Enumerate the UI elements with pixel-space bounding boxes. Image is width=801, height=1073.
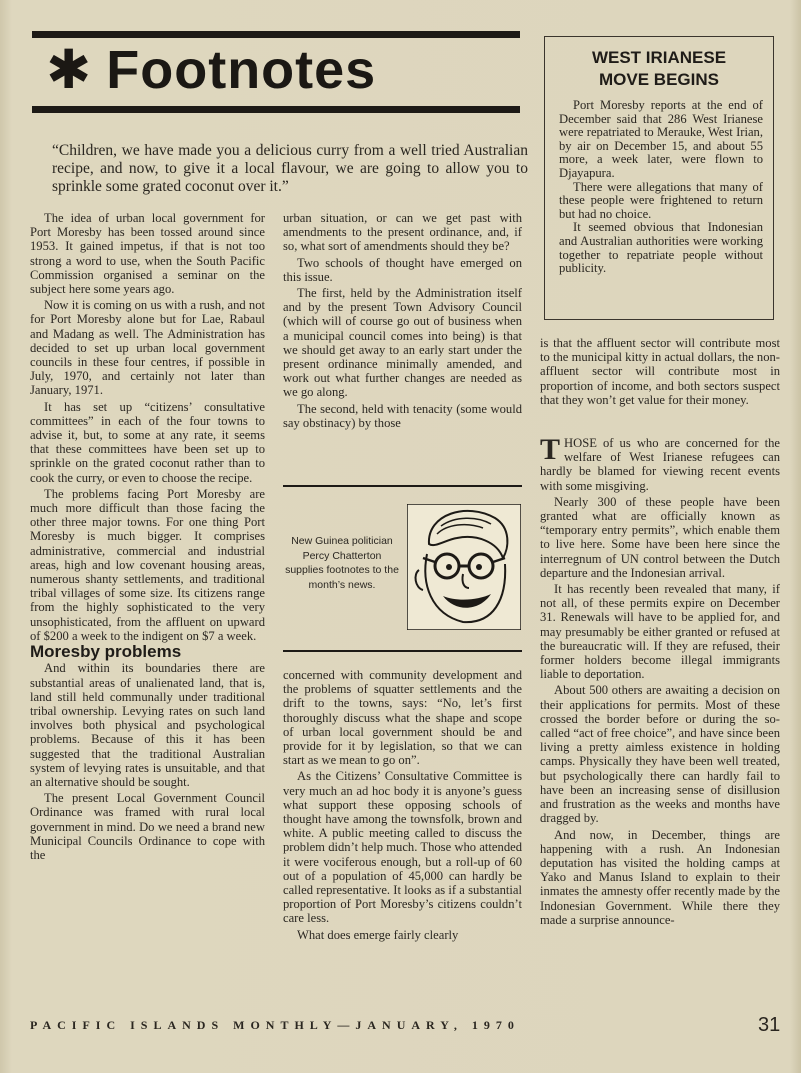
column-1 <box>30 211 265 864</box>
article-paragraph: The present Local Government Council Ordinance was framed with rural local government in mind. Do we need a brand new Municipal Councils Ordinance to cope with the <box>30 791 265 862</box>
portrait-caricature-icon <box>407 504 521 630</box>
sidebar-paragraph: Port Moresby reports at the end of December said that 286 West Irianese were repatriated to Merauke, West Irian, by air on December 15, and about 55 more, a week later, were flown to Djayapura. <box>559 98 763 180</box>
article-paragraph: The first, held by the Administration itself and by the present Town Advisory Council (which will of course go out of business when a municipal council comes into being) is that we should get away to an early start under the present ordinance minimally amended, and work out what further changes are needed as we go along. <box>283 286 522 400</box>
portrait-caption-block <box>283 506 523 630</box>
article-paragraph: It has set up “citizens’ consultative committees” in each of the four towns to advise it, but, to some at any rate, it seems that these committees have been set up to sprinkle on the grated coconut rather than to cook the curry, or even to choose the recipe. <box>30 399 265 485</box>
page-number: 31 <box>758 1014 781 1036</box>
article-paragraph: The problems facing Port Moresby are much more difficult than those facing the other three major towns. For one thing Port Moresby is much bigger. It comprises administrative, commercial and industrial areas, high and low covenant housing areas, numerous shanty settlements, and traditional tribal villages of some size. Its citizens range from the highly sophisticated to the very unsophisticated, from the affluent on upward of $200 a week to the indigent on $7 a week. <box>30 486 265 643</box>
dropcap-letter: T <box>540 433 561 467</box>
asterisk-icon: ✱ <box>46 40 93 100</box>
column-2-top <box>283 211 522 432</box>
opening-quote: “Children, we have made you a delicious curry from a well tried Australian recipe, and now, to give it a local flavour, we are going to allow you to sprinkle some grated coconut over it.” <box>52 142 528 195</box>
header-top-rule <box>32 31 520 38</box>
article-paragraph: About 500 others are awaiting a decision on their applications for permits. Most of these crossed the border before or during the so-called “act of free choice”, and have since been living a pretty aimless existence in holding camps. Physically they have been well treated, but psychologically there can hardly fail to have been an increasing sense of disillusion and frustration as the weeks and months have dragged by. <box>540 683 780 826</box>
article-paragraph: What does emerge fairly clearly <box>297 927 459 942</box>
article-paragraph: And now, in December, things are happening with a rush. An Indonesian deputation has visited the holding camps at Yako and Manus Island to explain to their inmates the amnesty offer recently made by the Indonesian Government. While there they made a surprise announce- <box>540 827 780 927</box>
article-paragraph: Nearly 300 of these people have been granted what are officially known as “temporary entry permits”, which enable them to live here. Some have been here since the interregnum of UN control between the Dutch departure and the Indonesian arrival. <box>540 494 780 580</box>
dropcap-text: HOSE of us who are concerned for the welfare of West Irianese refugees can hardly be blamed for viewing recent events with some misgiving. <box>540 436 780 493</box>
sidebar-body <box>559 99 763 276</box>
dropcap-paragraph <box>540 433 780 493</box>
portrait-caption: New Guinea politician Percy Chatterton supplies footnotes to the month’s news. <box>285 535 399 591</box>
article-paragraph: As the Citizens’ Consultative Committee is very much an ad hoc body it is anyone’s guess what support these opposing schools of thought have among the townsfolk, brown and white. A public meeting called to discuss the problem didn’t help much. Those who attended it were vociferous enough, but a roll-up of 60 out of a population of 45,000 can hardly be called representative. It looks as if a substantial proportion of Port Moresby’s citizens couldn’t care less. <box>283 769 522 926</box>
article-paragraph: It has recently been revealed that many, if not all, of these permits expire on December 31. Renewals will have to be applied for, and may presumably be either granted or refused at the bureaucratic will. If they are refused, their former holders become illegal immigrants liable to deportation. <box>540 582 780 682</box>
caption-bottom-rule <box>283 650 522 652</box>
article-paragraph: And within its boundaries there are substantial areas of unalienated land, that is, land still held communally under traditional tribal ownership. Levying rates on such land involves both physical and psychological problems. Because of this it has been suggested that the traditional Australian system of levying rates is unsuitable, and that an alternative should be sought. <box>30 661 265 789</box>
article-paragraph: The second, held with tenacity (some would say obstinacy) by those <box>283 401 522 430</box>
subheading: Moresby problems <box>30 642 182 662</box>
article-paragraph: urban situation, or can we get past with amendments to the present ordinance, and, if so, what sort of amendments should they be? <box>283 211 522 254</box>
sidebar-title-line1: WEST IRIANESE <box>591 48 727 67</box>
column-3-separator <box>540 419 780 420</box>
article-paragraph: concerned with community development and the problems of squatter settlements and the drift to the towns, says: “No, let’s first thoroughly discuss what the shape and scope of urban local government should be and provide for it by legislation, so that we can start as we mean to go on”. <box>283 668 522 768</box>
page-title: ✱ Footnotes <box>46 40 377 100</box>
running-footer: PACIFIC ISLANDS MONTHLY—JANUARY, 1970 <box>30 1018 520 1032</box>
header-bottom-rule <box>32 106 520 113</box>
sidebar-paragraph: There were allegations that many of these people were frightened to return but had no choice. <box>559 179 763 221</box>
article-paragraph: is that the affluent sector will contribute most to the municipal kitty in actual dollars, the non-affluent sector will contribute most in proportion of income, and both sectors suspect that they won’t get value for their money. <box>540 336 780 407</box>
column-2-bottom <box>283 668 522 944</box>
sidebar-paragraph: It seemed obvious that Indonesian and Australian authorities were working together to repatriate people without publicity. <box>559 220 763 276</box>
sidebar-title <box>545 47 773 91</box>
article-paragraph: Two schools of thought have emerged on this issue. <box>283 255 522 284</box>
sidebar-title-line2: MOVE BEGINS <box>599 70 719 89</box>
caption-top-rule <box>283 485 522 487</box>
article-paragraph: The idea of urban local government for Port Moresby has been tossed around since 1953. It gained impetus, if that is not too strong a word to use, when the South Pacific Commission organised a seminar on the subject here some years ago. <box>30 211 265 297</box>
column-3 <box>540 336 780 929</box>
article-paragraph: Now it is coming on us with a rush, and not for Port Moresby alone but for Lae, Rabaul and Madang as well. The Administration has decided to set up urban local government councils in these four centres, if possible in July, 1970, and certainly not later than January, 1971. <box>30 298 265 398</box>
sidebar-box <box>544 36 774 320</box>
